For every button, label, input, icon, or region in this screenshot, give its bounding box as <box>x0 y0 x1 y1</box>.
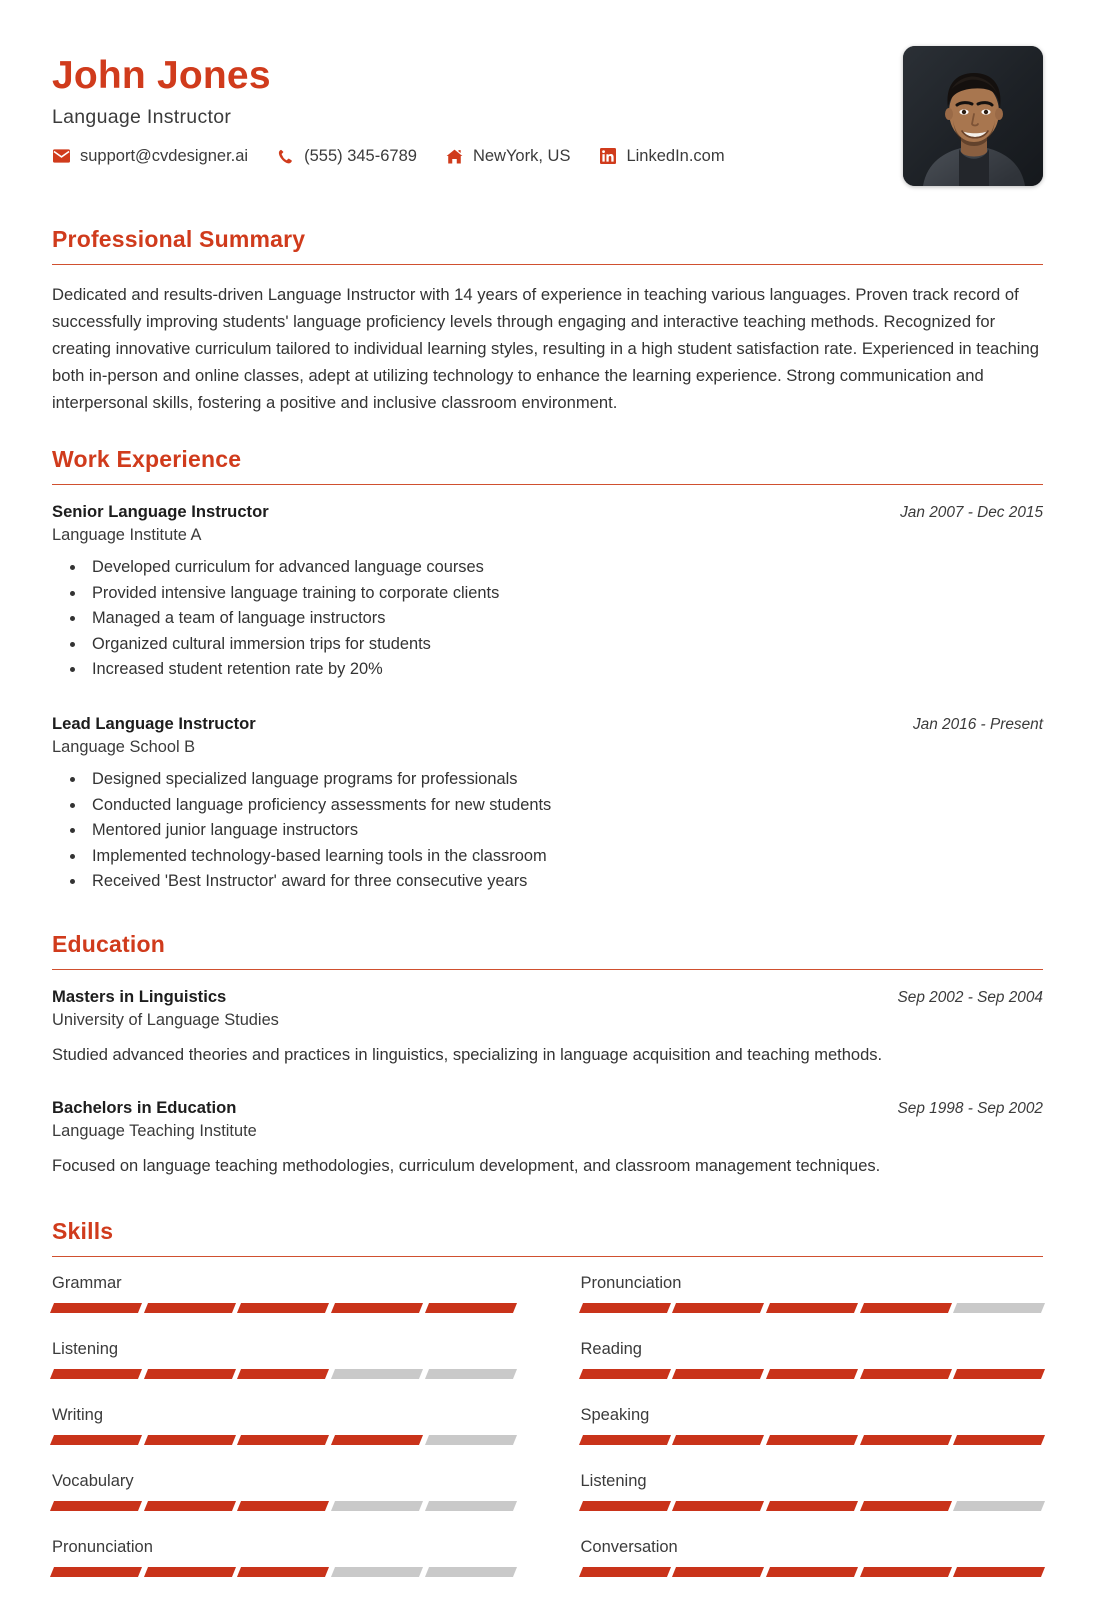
skill-segment <box>578 1567 670 1577</box>
section-skills <box>52 1218 1043 1604</box>
contact-phone[interactable] <box>276 147 417 166</box>
skill-segment <box>331 1501 423 1511</box>
list-item: • Provided intensive language training to corporate clients <box>86 581 1043 606</box>
section-divider <box>52 1256 1043 1257</box>
skill-segment <box>237 1435 329 1445</box>
skill-segment <box>860 1435 952 1445</box>
skill-item <box>581 1406 1044 1472</box>
skill-level-bar <box>581 1369 1044 1379</box>
list-item: • Organized cultural immersion trips for students <box>86 632 1043 657</box>
skill-segment <box>766 1303 858 1313</box>
education-entry <box>52 987 1043 1069</box>
page-title: John Jones <box>52 54 271 97</box>
skill-level-bar <box>581 1303 1044 1313</box>
skill-segment <box>237 1501 329 1511</box>
list-item: • Received 'Best Instructor' award for three consecutive years <box>86 869 1043 894</box>
skill-segment <box>766 1369 858 1379</box>
skill-segment <box>953 1303 1045 1313</box>
skill-segment <box>672 1303 764 1313</box>
section-title-summary: Professional Summary <box>52 226 306 252</box>
skill-segment <box>50 1369 142 1379</box>
skill-segment <box>425 1435 517 1445</box>
skill-segment <box>953 1435 1045 1445</box>
degree-title: Masters in Linguistics <box>52 986 227 1006</box>
skill-item <box>581 1472 1044 1538</box>
skill-segment <box>766 1501 858 1511</box>
skill-label: Writing <box>52 1405 104 1424</box>
job-role: Senior Language Instructor <box>52 502 269 522</box>
skill-segment <box>331 1567 423 1577</box>
skill-item <box>52 1538 515 1604</box>
job-date: Jan 2007 - Dec 2015 <box>900 504 1043 522</box>
job-title: Language Instructor <box>52 105 232 128</box>
contact-email-label: support@cvdesigner.ai <box>80 146 249 165</box>
skill-level-bar <box>52 1501 515 1511</box>
skill-label: Listening <box>580 1471 647 1490</box>
skill-segment <box>766 1567 858 1577</box>
skill-label: Grammar <box>52 1273 122 1292</box>
skill-segment <box>578 1303 670 1313</box>
skill-segment <box>144 1303 236 1313</box>
spacer <box>52 690 1043 714</box>
section-title-education: Education <box>52 930 165 957</box>
degree-date: Sep 2002 - Sep 2004 <box>897 988 1043 1006</box>
skill-segment <box>578 1435 670 1445</box>
list-item: • Developed curriculum for advanced language courses <box>86 555 1043 580</box>
skill-label: Pronunciation <box>580 1273 682 1292</box>
skill-level-bar <box>581 1501 1044 1511</box>
entry-header <box>52 502 1043 522</box>
list-item: • Implemented technology-based learning tools in the classroom <box>86 844 1043 869</box>
list-item: • Managed a team of language instructors <box>86 606 1043 631</box>
skill-segment <box>237 1567 329 1577</box>
skill-segment <box>766 1435 858 1445</box>
skill-item <box>581 1274 1044 1340</box>
entry-header <box>52 987 1043 1007</box>
section-professional-summary <box>52 226 1043 416</box>
skill-segment <box>672 1501 764 1511</box>
degree-institution: Language Teaching Institute <box>52 1122 257 1141</box>
skill-label: Reading <box>580 1339 642 1358</box>
skill-level-bar <box>52 1303 515 1313</box>
contact-location[interactable] <box>445 147 571 166</box>
contact-location-label: NewYork, US <box>472 146 571 165</box>
skill-segment <box>672 1435 764 1445</box>
envelope-icon <box>52 148 71 165</box>
skill-label: Speaking <box>580 1405 650 1424</box>
skill-level-bar <box>581 1567 1044 1577</box>
skill-level-bar <box>581 1435 1044 1445</box>
spacer <box>52 1076 1043 1098</box>
experience-entry <box>52 714 1043 894</box>
contact-row <box>52 147 725 166</box>
entry-header <box>52 714 1043 734</box>
job-organization: Language School B <box>52 738 196 757</box>
section-divider <box>52 264 1043 265</box>
skill-segment <box>237 1303 329 1313</box>
skill-level-bar <box>52 1435 515 1445</box>
degree-description: Studied advanced theories and practices in linguistics, specializing in language acquisition and teaching methods. <box>52 1045 883 1064</box>
skill-item <box>52 1472 515 1538</box>
skill-segment <box>953 1567 1045 1577</box>
skill-segment <box>425 1303 517 1313</box>
skill-segment <box>672 1567 764 1577</box>
linkedin-icon <box>598 148 617 165</box>
skill-item <box>581 1538 1044 1604</box>
avatar <box>903 46 1043 186</box>
skill-segment <box>331 1303 423 1313</box>
skill-label: Conversation <box>580 1537 678 1556</box>
skill-segment <box>860 1501 952 1511</box>
skill-segment <box>425 1567 517 1577</box>
skills-grid <box>52 1274 1043 1604</box>
section-education <box>52 931 1043 1180</box>
header-text-block <box>52 46 725 166</box>
job-role: Lead Language Instructor <box>52 714 256 734</box>
education-entry <box>52 1098 1043 1180</box>
entry-header <box>52 1098 1043 1118</box>
skill-item <box>581 1340 1044 1406</box>
degree-title: Bachelors in Education <box>52 1098 237 1118</box>
skill-segment <box>50 1567 142 1577</box>
skill-segment <box>860 1303 952 1313</box>
degree-description: Focused on language teaching methodologies, curriculum development, and classroom management techniques. <box>52 1157 881 1176</box>
home-icon <box>445 148 464 165</box>
degree-institution: University of Language Studies <box>52 1010 279 1029</box>
skill-segment <box>860 1567 952 1577</box>
skill-segment <box>50 1303 142 1313</box>
skill-item <box>52 1406 515 1472</box>
degree-date: Sep 1998 - Sep 2002 <box>897 1100 1043 1118</box>
section-divider <box>52 484 1043 485</box>
skill-segment <box>425 1369 517 1379</box>
avatar-image <box>903 46 1043 186</box>
job-organization: Language Institute A <box>52 526 202 545</box>
experience-entry <box>52 502 1043 682</box>
skill-segment <box>672 1369 764 1379</box>
section-title-experience: Work Experience <box>52 446 242 473</box>
skill-segment <box>237 1369 329 1379</box>
skill-label: Pronunciation <box>52 1537 153 1556</box>
skill-level-bar <box>52 1369 515 1379</box>
skill-segment <box>144 1567 236 1577</box>
skill-label: Listening <box>52 1339 119 1358</box>
section-work-experience <box>52 446 1043 894</box>
contact-phone-label: (555) 345-6789 <box>304 146 417 165</box>
skill-item <box>52 1274 515 1340</box>
skill-label: Vocabulary <box>52 1471 134 1490</box>
skill-segment <box>953 1501 1045 1511</box>
skill-segment <box>144 1369 236 1379</box>
section-divider <box>52 969 1043 970</box>
skill-segment <box>578 1501 670 1511</box>
summary-text: Dedicated and results-driven Language Instructor with 14 years of experience in teaching various languages. Proven track record of successfully improving students' language proficiency levels through engaging and interactive teaching methods. Recognized for creating innovative curriculum tailored to individual learning styles, resulting in a high student satisfaction rate. Experienced in teaching both in-person and online classes, adept at utilizing technology to enhance the learning experience. Strong communication and interpersonal skills, fostering a positive and inclusive classroom environment. <box>52 285 1039 412</box>
skill-segment <box>144 1501 236 1511</box>
contact-linkedin[interactable] <box>598 147 724 166</box>
section-title-skills: Skills <box>52 1217 114 1244</box>
job-bullets <box>86 767 1043 894</box>
skill-level-bar <box>52 1567 515 1577</box>
skill-segment <box>331 1369 423 1379</box>
skill-segment <box>425 1501 517 1511</box>
list-item: • Mentored junior language instructors <box>86 818 1043 843</box>
contact-email[interactable] <box>52 147 248 166</box>
skill-segment <box>331 1435 423 1445</box>
job-bullets <box>86 555 1043 682</box>
job-date: Jan 2016 - Present <box>912 716 1043 734</box>
list-item: • Conducted language proficiency assessments for new students <box>86 793 1043 818</box>
skill-segment <box>953 1369 1045 1379</box>
phone-icon <box>276 148 295 165</box>
resume-header <box>52 46 1043 186</box>
skill-segment <box>860 1369 952 1379</box>
list-item: • Designed specialized language programs for professionals <box>86 767 1043 792</box>
skill-segment <box>50 1435 142 1445</box>
skill-segment <box>578 1369 670 1379</box>
skill-item <box>52 1340 515 1406</box>
list-item: • Increased student retention rate by 20% <box>86 657 1043 682</box>
contact-linkedin-label: LinkedIn.com <box>626 146 725 165</box>
skill-segment <box>144 1435 236 1445</box>
skill-segment <box>50 1501 142 1511</box>
